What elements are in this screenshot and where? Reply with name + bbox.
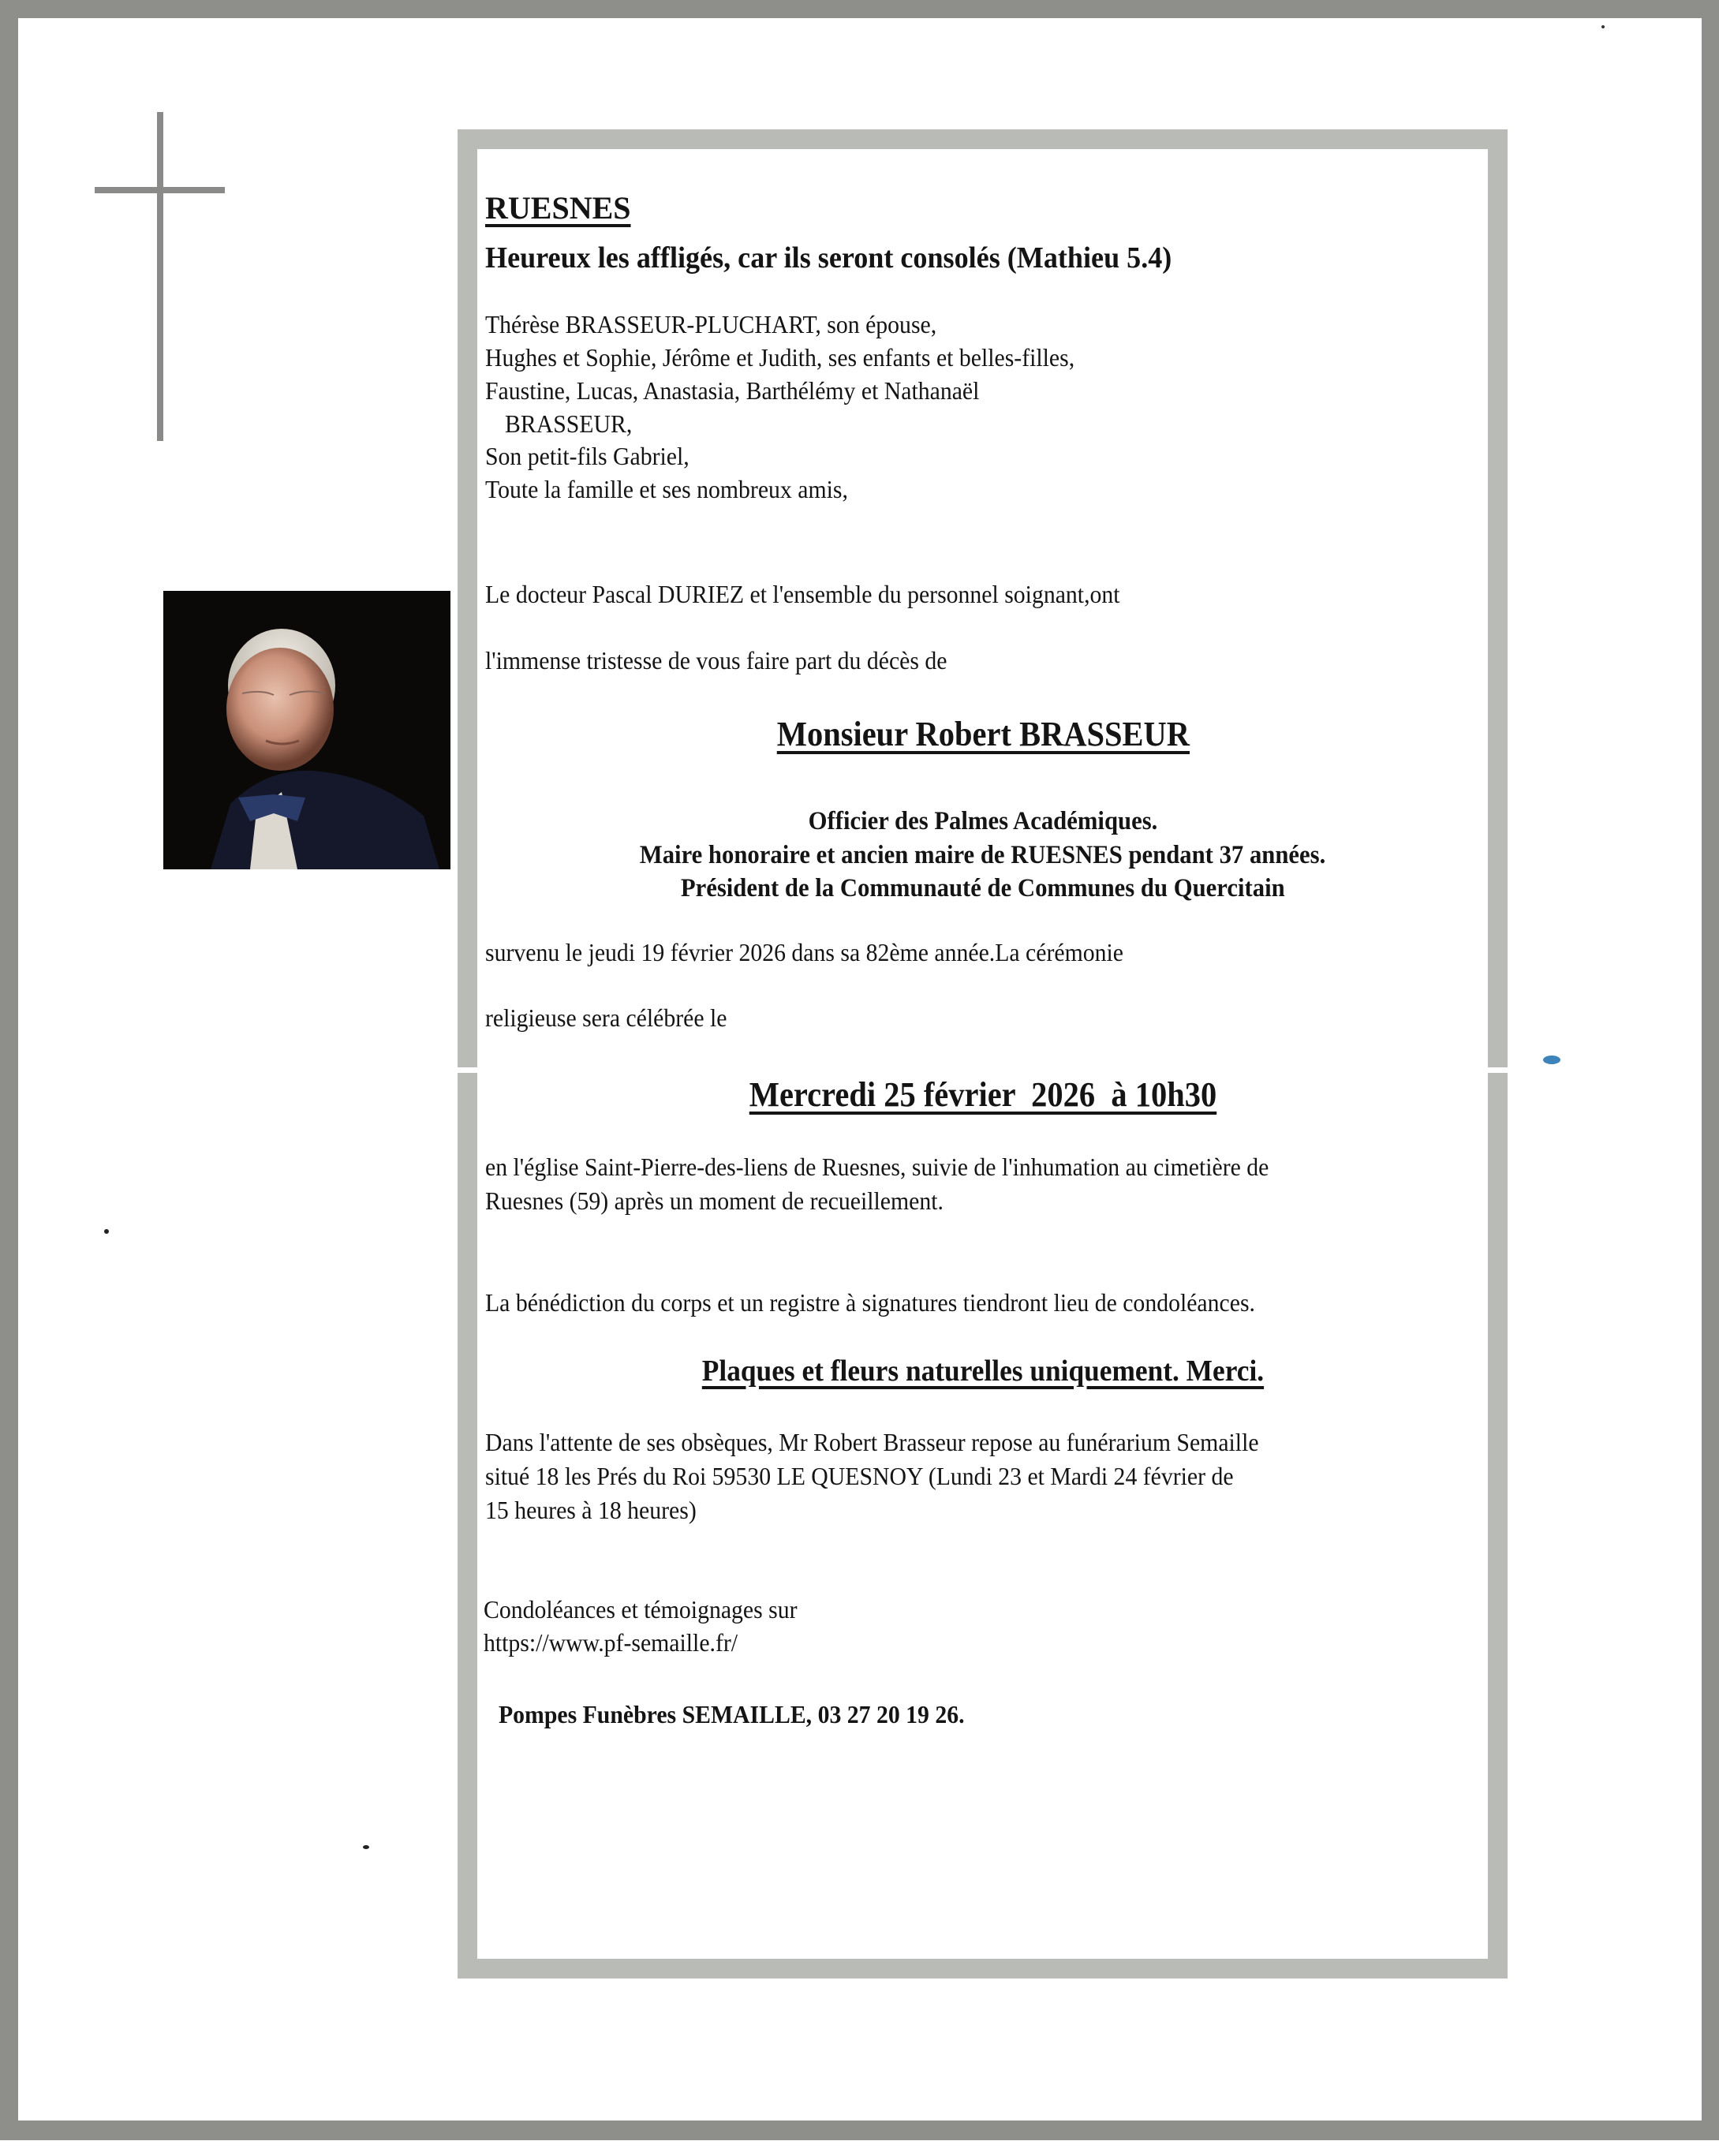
deceased-name: Monsieur Robert BRASSEUR: [776, 715, 1190, 753]
cross-horizontal-bar: [95, 187, 225, 193]
church-line: en l'église Saint-Pierre-des-liens de Ruesnes, suivie de l'inhumation au cimetière de: [485, 1153, 1269, 1181]
online-label: Condoléances et témoignages sur: [484, 1595, 798, 1624]
title-line: [478, 843, 1488, 869]
family-line: BRASSEUR,: [505, 409, 633, 438]
ceremony-datetime: Mercredi 25 février 2026 à 10h30: [749, 1075, 1217, 1114]
title-line: [478, 809, 1488, 835]
scan-dot: [104, 1229, 109, 1234]
rest-line: 15 heures à 18 heures): [485, 1496, 697, 1524]
frame-seam: [456, 1067, 480, 1073]
family-line: Son petit-fils Gabriel,: [485, 442, 689, 470]
family-line: Toute la famille et ses nombreux amis,: [485, 475, 848, 503]
ceremony-datetime-wrap: [478, 1075, 1488, 1114]
deceased-name-wrap: [478, 717, 1488, 752]
scripture-quote: Heureux les affligés, car ils seront consolés (Mathieu 5.4): [485, 241, 1172, 275]
title-text: Officier des Palmes Académiques.: [808, 807, 1158, 835]
title-line: [478, 876, 1488, 902]
rest-line: Dans l'attente de ses obsèques, Mr Robert Brasseur repose au funérarium Semaille: [485, 1428, 1259, 1456]
funeral-home-contact: Pompes Funèbres SEMAILLE, 03 27 20 19 26.: [499, 1700, 965, 1728]
online-url-link[interactable]: https://www.pf-semaille.fr/: [484, 1628, 738, 1657]
title-text: Maire honoraire et ancien maire de RUESNES pendant 37 années.: [640, 841, 1326, 869]
town-heading: RUESNES: [485, 190, 631, 226]
title-text: Président de la Communauté de Communes du Quercitain: [681, 874, 1285, 902]
frame-seam: [1486, 1067, 1510, 1073]
family-line: Hughes et Sophie, Jérôme et Judith, ses enfants et belles-filles,: [485, 343, 1075, 372]
portrait-illustration: [163, 591, 450, 869]
announcement-line: l'immense tristesse de vous faire part du décès de: [485, 646, 947, 674]
scan-dot: [363, 1845, 369, 1849]
doctor-line: Le docteur Pascal DURIEZ et l'ensemble du personnel soignant,ont: [485, 580, 1120, 608]
death-line: survenu le jeudi 19 février 2026 dans sa 82ème année.La cérémonie: [485, 938, 1123, 966]
ink-speck: [1543, 1056, 1560, 1064]
family-line: Thérèse BRASSEUR-PLUCHART, son épouse,: [485, 310, 937, 338]
flowers-note: Plaques et fleurs naturelles uniquement. Merci.: [701, 1355, 1265, 1388]
cross-vertical-bar: [157, 112, 163, 441]
condolence-note: La bénédiction du corps et un registre à signatures tiendront lieu de condoléances.: [485, 1288, 1255, 1317]
flowers-note-wrap: [478, 1356, 1488, 1386]
scan-dot: [1601, 25, 1605, 28]
church-line: Ruesnes (59) après un moment de recueillement.: [485, 1186, 944, 1215]
family-line: Faustine, Lucas, Anastasia, Barthélémy et Nathanaël: [485, 376, 980, 405]
ceremony-intro: religieuse sera célébrée le: [485, 1003, 727, 1032]
portrait-photo: [163, 591, 450, 869]
rest-line: situé 18 les Prés du Roi 59530 LE QUESNOY (Lundi 23 et Mardi 24 février de: [485, 1462, 1234, 1490]
